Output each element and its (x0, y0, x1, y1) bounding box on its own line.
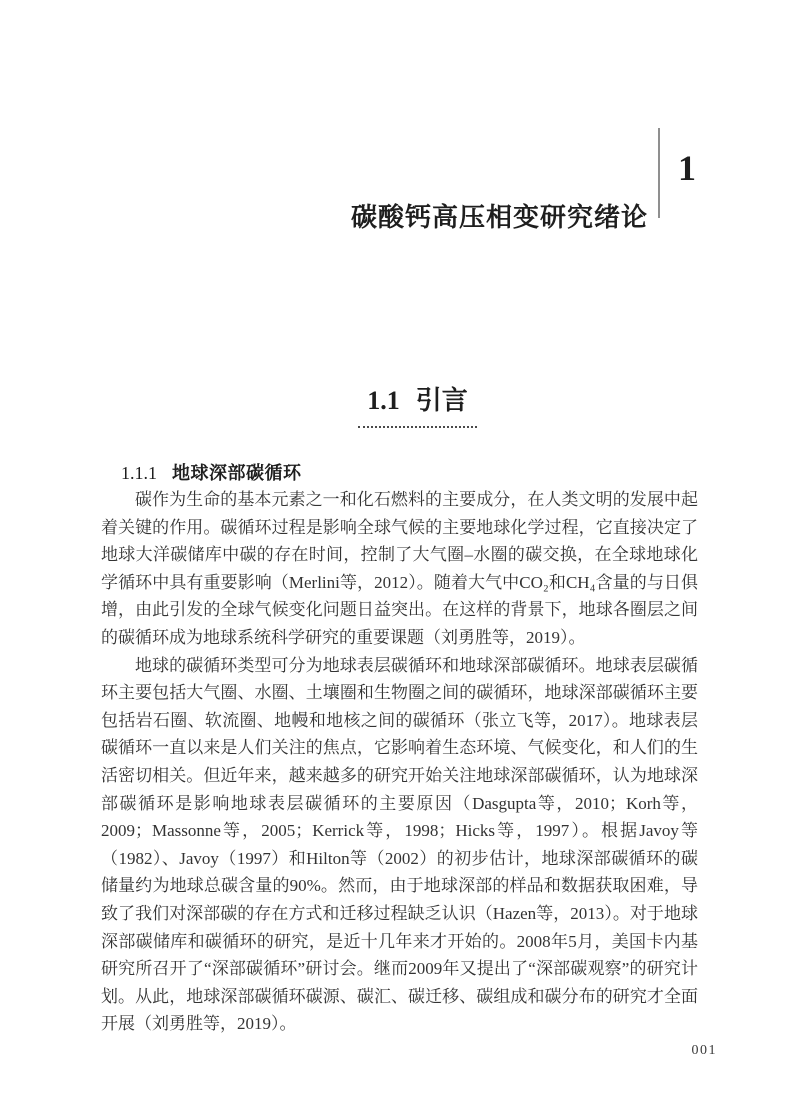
section-heading (36, 380, 799, 428)
subsection-heading (121, 459, 302, 485)
chapter-title: 碳酸钙高压相变研究绪论 (350, 203, 648, 232)
chapter-divider-line (658, 128, 660, 218)
paragraph-2: 地球的碳循环类型可分为地球表层碳循环和地球深部碳循环。地球表层碳循环主要包括大气圈、水圈、土壤圈和生物圈之间的碳循环，地球深部碳循环主要包括岩石圈、软流圈、地幔和地核之间的碳循环（张立飞等，2017）。地球表层碳循环一直以来是人们关注的焦点，它影响着生态环境、气候变化，和人们的生活密切相关。但近年来，越来越多的研究开始关注地球深部碳循环，认为地球深部碳循环是影响地球表层碳循环的主要原因（Dasgupta等，2010；Korh等，2009；Massonne等，2005；Kerrick等，1998；Hicks等，1997）。根据Javoy等（1982）、Javoy（1997）和Hilton等（2002）的初步估计，地球深部碳循环的碳储量约为地球总碳含量的90%。然而，由于地球深部的样品和数据获取困难，导致了我们对深部碳的存在方式和迁移过程缺乏认识（Hazen等，2013）。对于地球深部碳储库和碳循环的研究，是近十几年来才开始的。2008年5月，美国卡内基研究所召开了“深部碳循环”研讨会。继而2009年又提出了“深部碳观察”的研究计划。从此，地球深部碳循环碳源、碳汇、碳迁移、碳组成和碳分布的研究才全面开展（刘勇胜等，2019）。 (101, 655, 698, 1034)
chapter-number: 1 (678, 148, 696, 188)
section-heading-text (358, 380, 477, 428)
page-number: 001 (691, 1043, 717, 1058)
body-text (101, 486, 698, 1038)
paragraph-1: 碳作为生命的基本元素之一和化石燃料的主要成分，在人类文明的发展中起着关键的作用。碳循环过程是影响全球气候的主要地球化学过程，它直接决定了地球大洋碳储库中碳的存在时间，控制了大气圈–水圈的碳交换，在全球地球化学循环中具有重要影响（Merlini等，2012）。随着大气中CO₂和CH₄含量的与日俱增，由此引发的全球气候变化问题日益突出。在这样的背景下，地球各圈层之间的碳循环成为地球系统科学研究的重要课题（刘勇胜等，2019）。 (101, 490, 698, 647)
section-number: 1.1 (367, 386, 400, 415)
subsection-number: 1.1.1 (121, 463, 157, 483)
subsection-title: 地球深部碳循环 (172, 463, 302, 483)
section-title: 引言 (415, 386, 468, 415)
